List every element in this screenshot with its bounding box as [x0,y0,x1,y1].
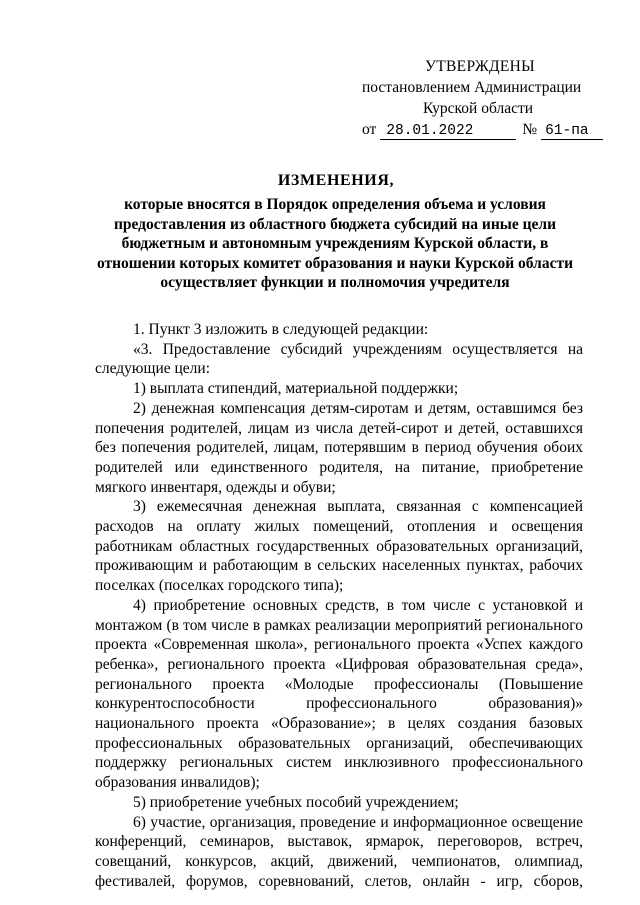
paragraph: 6) участие, организация, проведение и информационное освещение конференций, семинаров, выставок, ярмарок, переговоров, встреч, совещаний, конкурсов, акций, движений, чемпионатов, олимпиад, фестивалей, форумов, соревнований, слетов, онлайн - игр, сборов, [95,813,583,890]
document-subtitle: которые вносятся в Порядок определения объема и условия предоставления из областного бюджета субсидий на иные цели бюджетным и автономным учреждениям Курской области, в отношении которых комитет образования и науки Курской области осуществляет функции и полномочия учредителя [96,196,574,291]
paragraph: 1) выплата стипендий, материальной поддержки; [133,380,459,398]
paragraph: «3. Предоставление субсидий учреждениям осуществляется на следующие цели: [95,340,583,378]
approval-issuer: постановлением Администрации [362,79,582,96]
document-title: ИЗМЕНЕНИЯ, [277,172,395,189]
approval-region: Курской области [423,100,534,117]
approval-number: 61-па [541,123,603,140]
paragraph: 3) ежемесячная денежная выплата, связанная с компенсацией расходов на оплату жилых помещений, отопления и освещения работникам областных государственных образовательных организаций, проживающим и работающим в сельских населенных пунктах, рабочих поселках (поселках городского типа); [95,498,583,595]
paragraph: 1. Пункт 3 изложить в следующей редакции: [133,321,429,338]
approval-heading: УТВЕРЖДЕНЫ [425,58,535,75]
approval-date: 28.01.2022 [380,123,516,140]
paragraph: 2) денежная компенсация детям-сиротам и детям, оставшимся без попечения родителей, лицам из числа детей-сирот и детей, оставшихся без попечения родителей, лицам, потерявшим в период обучения обоих родителей или единственного родителя, на питание, приобретение мягкого инвентаря, одежды и обуви; [95,399,583,496]
number-label: № [522,121,538,138]
date-from-label: от [362,121,377,138]
paragraph: 4) приобретение основных средств, в том числе с установкой и монтажом (в том числе в рамках реализации мероприятий регионального проекта «Современная школа», регионального проекта «Успех каждого ребенка», регионального проекта «Цифровая образовательная среда», регионального проекта «Молодые профессионалы (Повышение конкурентоспособности профессионального образования)» национального проекта «Образование»; в целях создания базовых профессиональных образовательных организаций, обеспечивающих поддержку региональных систем инклюзивного профессионального образования инвалидов); [95,596,583,792]
document-body [95,320,583,891]
approval-date-number [362,121,603,140]
paragraph: 5) приобретение учебных пособий учреждением; [133,793,459,811]
